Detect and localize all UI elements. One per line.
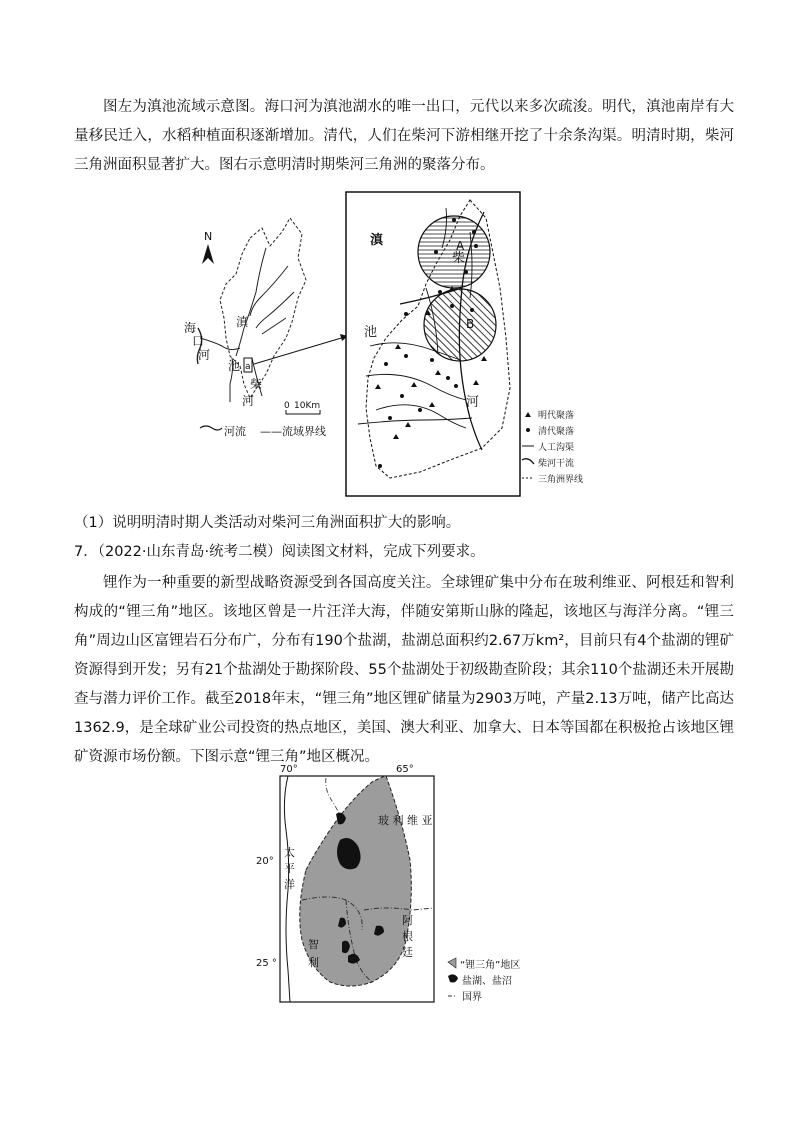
- basin-map: [197, 218, 306, 402]
- dianchi-basin-figure: [170, 188, 610, 500]
- label-lon-70: 70°: [280, 764, 298, 775]
- legend-canal: 人工沟渠: [538, 443, 575, 453]
- lithium-paragraph: 锂作为一种重要的新型战略资源受到各国高度关注。全球锂矿集中分布在玻利维亚、阿根廷和智利构成的“锂三角”地区。该地区曾是一片汪洋大海，伴随安第斯山脉的隆起，该地区与海洋分离。“锂三角”周边山区富锂岩石分布广，分布有190个盐湖，盐湖总面积约2.67万km²，目前只有4个盐湖的锂矿资源得到开发；另有21个盐湖处于勘探阶段、55个盐湖处于初级勘查阶段；其余110个盐湖还未开展勘查与潜力评价工作。截至2018年末，“锂三角”地区锂矿储量为2903万吨，产量2.13万吨，储产比高达1362.9，是全球矿业公司投资的热点地区，美国、澳大利亚、加拿大、日本等国都在积极抢占该地区锂矿资源市场份额。下图示意“锂三角”地区概况。: [74, 575, 734, 765]
- label-argentina-3: 廷: [402, 946, 413, 959]
- label-argentina-2: 根: [402, 930, 413, 943]
- label-chi-right: 池: [364, 325, 378, 340]
- label-bolivia: 玻 利 维 亚: [378, 814, 433, 827]
- label-chai-left: 柴: [250, 377, 263, 391]
- legend-delta: 三角洲界线: [538, 475, 584, 485]
- label-chile-2: 利: [308, 956, 319, 969]
- label-zone-b: B: [466, 317, 475, 331]
- label-dian-left: 滇: [236, 315, 249, 329]
- legend-ming: 明代聚落: [538, 411, 575, 421]
- label-argentina-1: 阿: [402, 914, 413, 927]
- label-chi-left: 池: [228, 359, 241, 373]
- label-ocean-1: 太: [284, 846, 295, 859]
- question-7-header: 7．（2022·山东青岛·统考二模）阅读图文材料，完成下列要求。: [74, 544, 485, 560]
- label-chai-right: 柴: [452, 251, 466, 266]
- label-dian-right: 滇: [370, 233, 384, 248]
- legend-border: 国界: [462, 992, 482, 1003]
- label-he-right: 河: [466, 395, 480, 410]
- north-arrow-icon: [202, 230, 214, 264]
- label-hai: 海: [184, 321, 197, 335]
- lithium-triangle-figure: [246, 760, 556, 1012]
- legend-salt: 盐湖、盐沼: [462, 976, 512, 987]
- label-lon-65: 65°: [396, 764, 414, 775]
- label-he-left2: 河: [242, 394, 255, 408]
- legend-triangle: “锂三角”地区: [460, 960, 521, 971]
- label-lat-20: 20°: [256, 856, 274, 867]
- label-he-left: 河: [198, 348, 211, 362]
- delta-legend: [522, 409, 583, 485]
- scale-label: 10Km: [294, 401, 321, 411]
- legend-main: 柴河干流: [538, 459, 575, 469]
- intro-paragraph: 图左为滇池流域示意图。海口河为滇池湖水的唯一出口，元代以来多次疏浚。明代，滇池南岸有大量移民迁入，水稻种植面积逐渐增加。清代，人们在柴河下游相继开挖了十余条沟渠。明清时期，柴河三角洲面积显著扩大。图右示意明清时期柴河三角洲的聚落分布。: [74, 99, 734, 173]
- label-ocean-3: 洋: [284, 878, 295, 891]
- lithium-legend: [448, 958, 520, 1003]
- label-chile-1: 智: [308, 938, 319, 951]
- label-kou: 口: [192, 334, 205, 348]
- label-zone-a: A: [456, 239, 465, 253]
- legend-river: 河流: [224, 425, 246, 438]
- label-lat-25: 25 °: [256, 958, 277, 969]
- label-ocean-2: 平: [284, 862, 295, 875]
- question-1: （1）说明明清时期人类活动对柴河三角洲面积扩大的影响。: [74, 515, 461, 531]
- scale-bar: [284, 401, 320, 414]
- legend-qing: 清代聚落: [538, 427, 575, 437]
- label-box: a: [245, 362, 251, 372]
- scale-zero: 0: [284, 401, 290, 411]
- legend-boundary: ——流域界线: [260, 425, 326, 438]
- north-label: N: [204, 230, 213, 243]
